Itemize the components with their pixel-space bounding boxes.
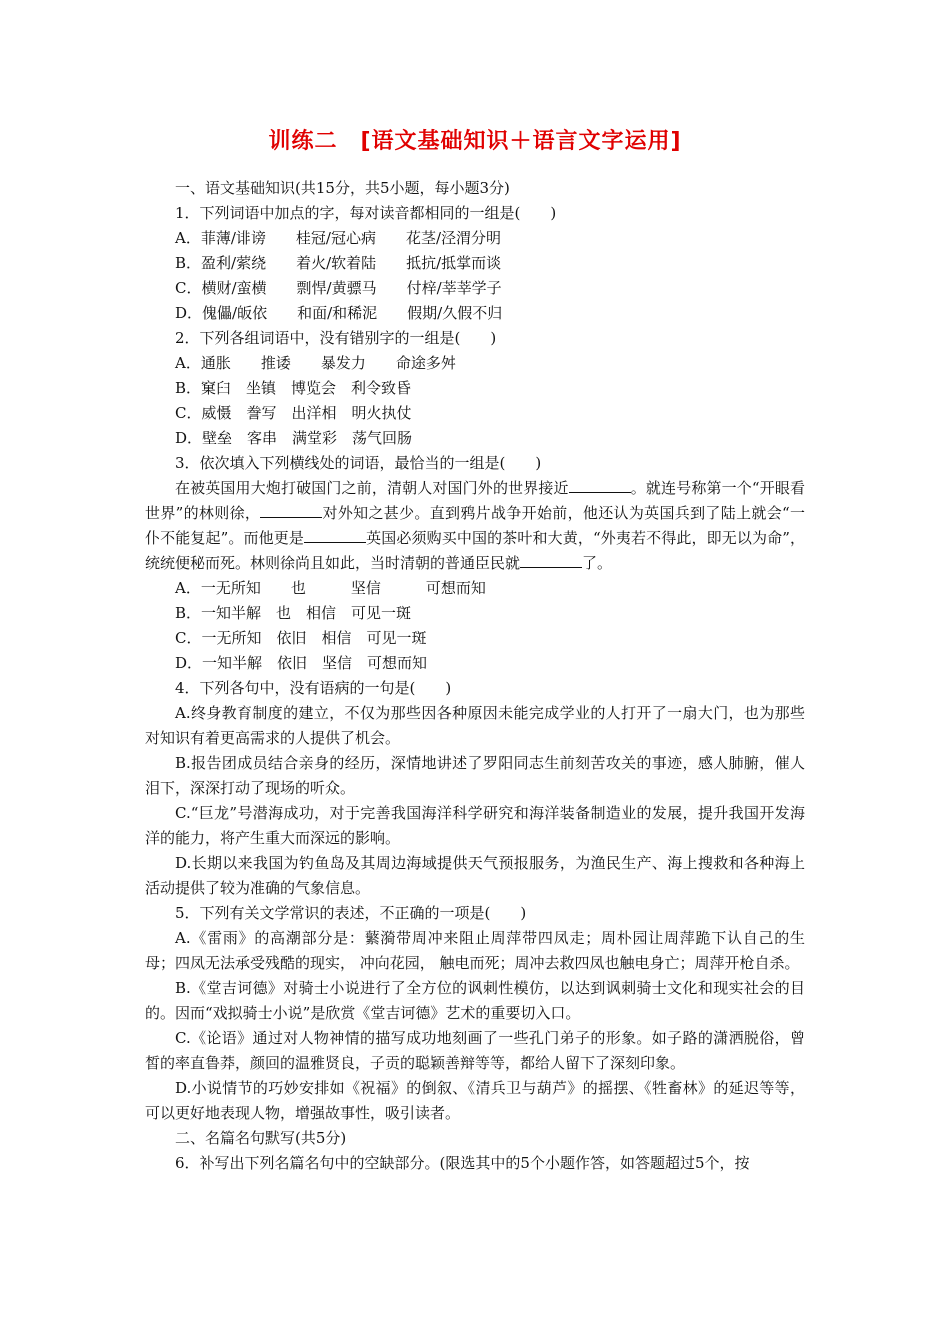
question-3-stem: 3．依次填入下列横线处的词语，最恰当的一组是( ) xyxy=(175,454,542,472)
question-2-stem: 2．下列各组词语中，没有错别字的一组是( ) xyxy=(175,329,497,347)
exam-content xyxy=(145,176,805,1176)
fill-blank xyxy=(260,503,322,518)
question-5-stem: 5．下列有关文学常识的表述，不正确的一项是( ) xyxy=(175,904,527,922)
q1-option-b: B．盈利/萦绕 着火/软着陆 抵抗/抵掌而谈 xyxy=(175,254,502,272)
q2-option-b: B．窠臼 坐镇 博览会 利令致昏 xyxy=(175,379,412,397)
question-4-stem: 4．下列各句中，没有语病的一句是( ) xyxy=(175,679,452,697)
passage-part: 英国必须购买中国的茶叶和大黄，“外夷若不得此，即无以为命”，统统便秘而死。林则徐尚且如此，当时清朝的普通臣民就 xyxy=(145,529,806,572)
q4-option-d: D.长期以来我国为钓鱼岛及其周边海域提供天气预报服务，为渔民生产、海上搜救和各种海上活动提供了较为准确的气象信息。 xyxy=(145,854,805,897)
section-heading-2: 二、名篇名句默写(共5分) xyxy=(175,1129,347,1147)
q4-option-a: A.终身教育制度的建立，不仅为那些因各种原因未能完成学业的人打开了一扇大门，也为那些对知识有着更高需求的人提供了机会。 xyxy=(145,704,805,747)
q2-option-c: C．威慑 誊写 出洋相 明火执仗 xyxy=(175,404,412,422)
passage-part: 。就连号称第一个“开眼看世界”的林则徐， xyxy=(145,479,805,522)
q3-option-b: B．一知半解 也 相信 可见一斑 xyxy=(175,604,412,622)
passage-part: 对外知之甚少。直到鸦片战争开始前，他还认为英国兵到了陆上就会“一仆不能复起”。而他更是 xyxy=(145,504,805,547)
fill-blank xyxy=(304,528,366,543)
page-title: 训练二 [语文基础知识＋语言文字运用] xyxy=(268,129,682,154)
q1-option-d: D．傀儡/皈依 和面/和稀泥 假期/久假不归 xyxy=(175,304,503,322)
q3-option-c: C．一无所知 依旧 相信 可见一斑 xyxy=(175,629,427,647)
q4-option-c: C.“巨龙”号潜海成功，对于完善我国海洋科学研究和海洋装备制造业的发展，提升我国开发海洋的能力，将产生重大而深远的影响。 xyxy=(145,804,805,847)
q5-option-b: B.《堂吉诃德》对骑士小说进行了全方位的讽刺性模仿，以达到讽刺骑士文化和现实社会的目的。因而“戏拟骑士小说”是欣赏《堂吉诃德》艺术的重要切入口。 xyxy=(145,979,805,1022)
question-1-stem: 1．下列词语中加点的字，每对读音都相同的一组是( ) xyxy=(175,204,557,222)
q5-option-a: A.《雷雨》的高潮部分是：蘩漪带周冲来阻止周萍带四凤走；周朴园让周萍跪下认自己的生母；四凤无法承受残酷的现实， 冲向花园， 触电而死；周冲去救四凤也触电身亡；周萍开枪自杀。 xyxy=(145,929,805,972)
q2-option-d: D．壁垒 客串 满堂彩 荡气回肠 xyxy=(175,429,413,447)
q3-option-d: D．一知半解 依旧 坚信 可想而知 xyxy=(175,654,428,672)
q5-option-c: C.《论语》通过对人物神情的描写成功地刻画了一些孔门弟子的形象。如子路的潇洒脱俗，曾皙的率直鲁莽，颜回的温雅贤良，子贡的聪颖善辩等等，都给人留下了深刻印象。 xyxy=(145,1029,805,1072)
passage-part: 在被英国用大炮打破国门之前，清朝人对国门外的世界接近 xyxy=(175,479,569,497)
fill-blank xyxy=(569,478,631,493)
q1-option-c: C．横财/蛮横 剽悍/黄骠马 付梓/莘莘学子 xyxy=(175,279,502,297)
q4-option-b: B.报告团成员结合亲身的经历，深情地讲述了罗阳同志生前刻苦攻关的事迹，感人肺腑，催人泪下，深深打动了现场的听众。 xyxy=(145,754,805,797)
section-heading: 一、语文基础知识(共15分，共5小题，每小题3分) xyxy=(175,179,510,197)
fill-blank xyxy=(520,553,582,568)
q5-option-d: D.小说情节的巧妙安排如《祝福》的倒叙、《清兵卫与葫芦》的摇摆、《牲畜林》的延迟等等，可以更好地表现人物，增强故事性，吸引读者。 xyxy=(145,1079,805,1122)
passage-part: 了。 xyxy=(582,554,613,572)
q3-option-a: A．一无所知 也 坚信 可想而知 xyxy=(175,579,486,597)
question-3-passage xyxy=(145,476,805,576)
q2-option-a: A．通胀 推诿 暴发力 命途多舛 xyxy=(175,354,456,372)
q1-option-a: A．菲薄/诽谤 桂冠/冠心病 花茎/泾渭分明 xyxy=(175,229,501,247)
question-6-stem: 6．补写出下列名篇名句中的空缺部分。(限选其中的5个小题作答，如答题超过5个，按 xyxy=(175,1154,750,1172)
